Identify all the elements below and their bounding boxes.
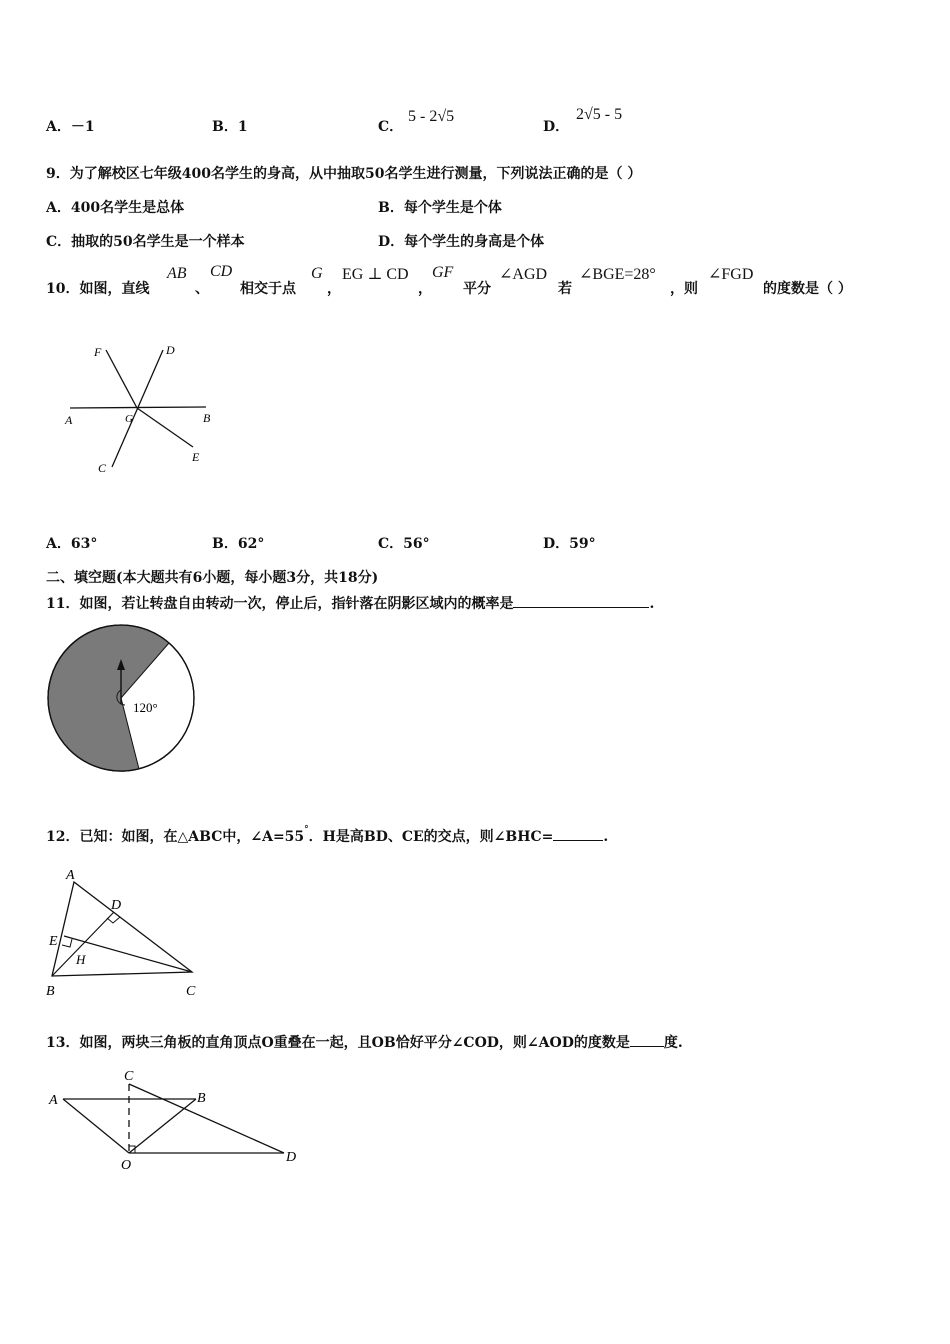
label-c: C [186, 984, 196, 999]
label-a: A [65, 413, 73, 427]
q11-stem [46, 593, 654, 613]
q10-stem-part-7: 若 [558, 281, 572, 297]
label-a: A [66, 868, 75, 883]
q12-stem [46, 825, 608, 846]
q10-figure [60, 335, 230, 480]
q10-math-gf: GF [432, 264, 454, 281]
q10-stem-part-6: 平分 [463, 281, 491, 297]
q10-math-g: G [311, 265, 323, 282]
q13-set-squares-figure [44, 1064, 309, 1176]
q12-degree: ° [304, 825, 309, 835]
q12-stem-text-a: 12．已知：如图，在△ABC中，∠A=55 [46, 829, 305, 845]
q8-option-c-expression: 5 - 2√5 [408, 108, 455, 125]
q12-triangle-figure [40, 864, 210, 1004]
q10-stem-part-2: 、 [195, 281, 209, 297]
section-2-heading: 二、填空题(本大题共有6小题，每小题3分，共18分) [46, 570, 379, 586]
label-d: D [166, 343, 175, 357]
label-b: B [203, 411, 211, 425]
q13-stem-end: 度. [663, 1035, 683, 1051]
q9-option-b: B．每个学生是个体 [378, 200, 502, 216]
q9-stem: 9．为了解校区七年级400名学生的身高，从中抽取50名学生进行测量，下列说法正确的是（ ） [46, 166, 642, 182]
angle-label: 120° [133, 700, 158, 715]
q10-option-a: A．63° [46, 536, 98, 552]
segment-ao [63, 1099, 129, 1153]
q9-option-d: D．每个学生的身高是个体 [378, 234, 545, 250]
q13-stem-text: 13．如图，两块三角板的直角顶点O重叠在一起，且OB恰好平分∠COD，则∠AOD的度数是 [46, 1035, 630, 1051]
label-d: D [286, 1150, 297, 1165]
q13-stem [46, 1032, 683, 1052]
label-c: C [98, 461, 107, 475]
q10-math-ab: AB [167, 265, 187, 282]
q10-stem-part-4: ， [327, 281, 341, 297]
label-e: E [49, 934, 58, 949]
q10-math-agd: ∠AGD [499, 266, 548, 283]
label-b: B [46, 984, 55, 999]
right-angle-e [62, 939, 72, 947]
q11-answer-blank [513, 593, 649, 608]
q8-option-d: D． [543, 119, 570, 135]
q10-stem-part-1: 10．如图，直线 [46, 281, 150, 297]
q13-answer-blank [630, 1032, 664, 1047]
label-b: B [197, 1091, 206, 1106]
q10-option-d: D．59° [543, 536, 596, 552]
q10-math-cd: CD [210, 263, 233, 280]
q12-answer-blank [553, 826, 603, 841]
q10-math-perp: EG ⊥ CD [342, 266, 409, 283]
q10-stem-part-8: ，则 [670, 281, 698, 297]
q10-stem-part-3: 相交于点 [240, 281, 296, 297]
label-c: C [124, 1069, 134, 1084]
label-g: G [125, 413, 133, 425]
segment-bo [129, 1099, 196, 1153]
q10-option-c: C．56° [378, 536, 430, 552]
label-o: O [121, 1158, 132, 1173]
q12-stem-end: . [603, 829, 609, 845]
label-f: F [94, 345, 102, 359]
q8-option-d-expression: 2√5 - 5 [576, 106, 623, 123]
ray-gf [106, 350, 137, 408]
triangle-abc [52, 882, 192, 976]
q9-option-c: C．抽取的50名学生是一个样本 [46, 234, 245, 250]
q8-option-a: A．－1 [46, 119, 95, 135]
q10-math-fgd: ∠FGD [708, 266, 754, 283]
label-h: H [76, 952, 86, 967]
q10-stem-part-9: 的度数是（ ） [763, 281, 852, 297]
label-e: E [192, 450, 200, 464]
segment-cd [129, 1084, 284, 1153]
q10-option-b: B．62° [212, 536, 265, 552]
q10-math-bge: ∠BGE=28° [579, 266, 656, 283]
label-a: A [49, 1093, 58, 1108]
label-d: D [111, 898, 122, 913]
q8-option-b: B．1 [212, 119, 248, 135]
q8-option-c: C． [378, 119, 404, 135]
ray-ge [137, 408, 193, 447]
q11-stem-text: 11．如图，若让转盘自由转动一次，停止后，指针落在阴影区域内的概率是 [46, 596, 514, 612]
q9-option-a: A．400名学生是总体 [46, 200, 185, 216]
q10-stem-part-5: ， [418, 281, 432, 297]
q12-stem-text-b: ．H是高BD、CE的交点，则∠BHC= [308, 829, 554, 845]
q11-stem-end: . [649, 596, 655, 612]
q11-spinner-figure [45, 622, 197, 774]
